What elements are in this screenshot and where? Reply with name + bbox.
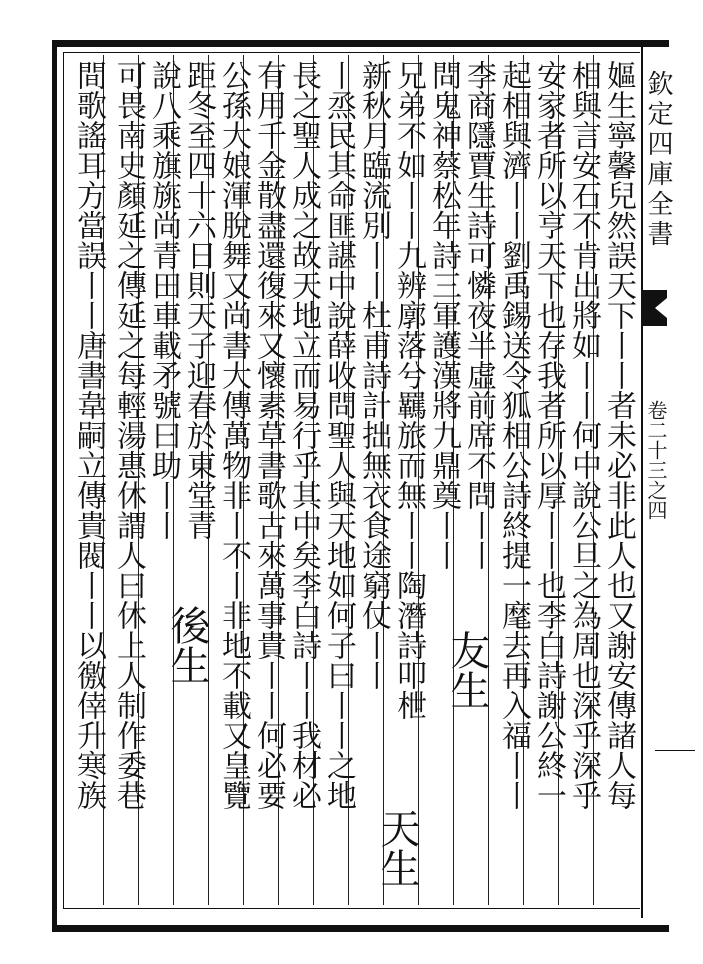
text-column-11: 有用千金散盡還復來又懷素草書歌古來萬事貴丨丨何必要 <box>251 60 286 810</box>
text-column-10: 長之聖人成之故天地立而易行乎其中矣李白詩丨丨我材必 <box>286 60 321 810</box>
headword-1 <box>445 630 489 710</box>
juan-number: 卷二十三之四 <box>644 400 668 520</box>
headword-text: 友生 <box>444 630 490 710</box>
text-column-13: 距冬至四十六日則天子迎春於東堂青 <box>181 60 216 540</box>
text-column-14: 說八乘旗旐尚青田車載矛號曰助丨丨 <box>146 60 181 540</box>
headword-2 <box>375 808 419 888</box>
headword-text: 後生 <box>164 605 210 685</box>
text-column-6 <box>423 60 463 905</box>
column-text: 問鬼神蔡松年詩三軍護漢將九鼎奠丨丨 <box>426 60 461 570</box>
text-column-16: 間歌謠耳方當誤丨丨唐書韋嗣立傳貴閥丨丨以徼倖升寒族 <box>71 60 106 810</box>
book-title: 欽定四庫全書 <box>643 70 673 250</box>
text-column-15: 可畏南史顏延之傳延之每輕湯惠休謂人曰休上人制作委巷 <box>111 60 146 810</box>
text-column-8: 新秋月臨流別丨丨杜甫詩計拙無衣食途窮仗丨丨 <box>356 60 391 690</box>
text-column-5 <box>458 60 498 905</box>
fishtail-mark-icon <box>641 290 669 350</box>
text-column-1: 嫗生寧馨兒然誤天下丨丨者未必非此人也又謝安傳諸人每 <box>601 60 636 810</box>
text-column-4: 起相與濟丨丨劉禹錫送令狐相公詩終提一麾去再入福丨丨 <box>496 60 531 810</box>
column-text: 李商隱賈生詩可憐夜半虛前席不問丨丨 <box>461 60 496 570</box>
headword-3 <box>165 605 209 685</box>
text-column-12: 公孫大娘渾脫舞又尚書大傳萬物非丨不丨非地不載又皇覽 <box>216 60 251 810</box>
headword-text: 天生 <box>374 808 420 888</box>
margin-rule <box>655 750 695 751</box>
text-column-2: 相與言安石不肯出將如丨丨何中說公旦之為周也深乎深乎 <box>566 60 601 810</box>
text-column-9: 丨烝民其命匪諶中說薛收問聖人與天地如何子曰丨丨之地 <box>321 60 356 810</box>
text-column-7: 兄弟不如丨丨九辨廓落兮羈旅而無丨丨陶潛詩叩枻 <box>391 60 426 720</box>
text-column-3: 安家者所以亨天下也存我者所以厚丨丨也李白詩謝公終一 <box>531 60 566 810</box>
